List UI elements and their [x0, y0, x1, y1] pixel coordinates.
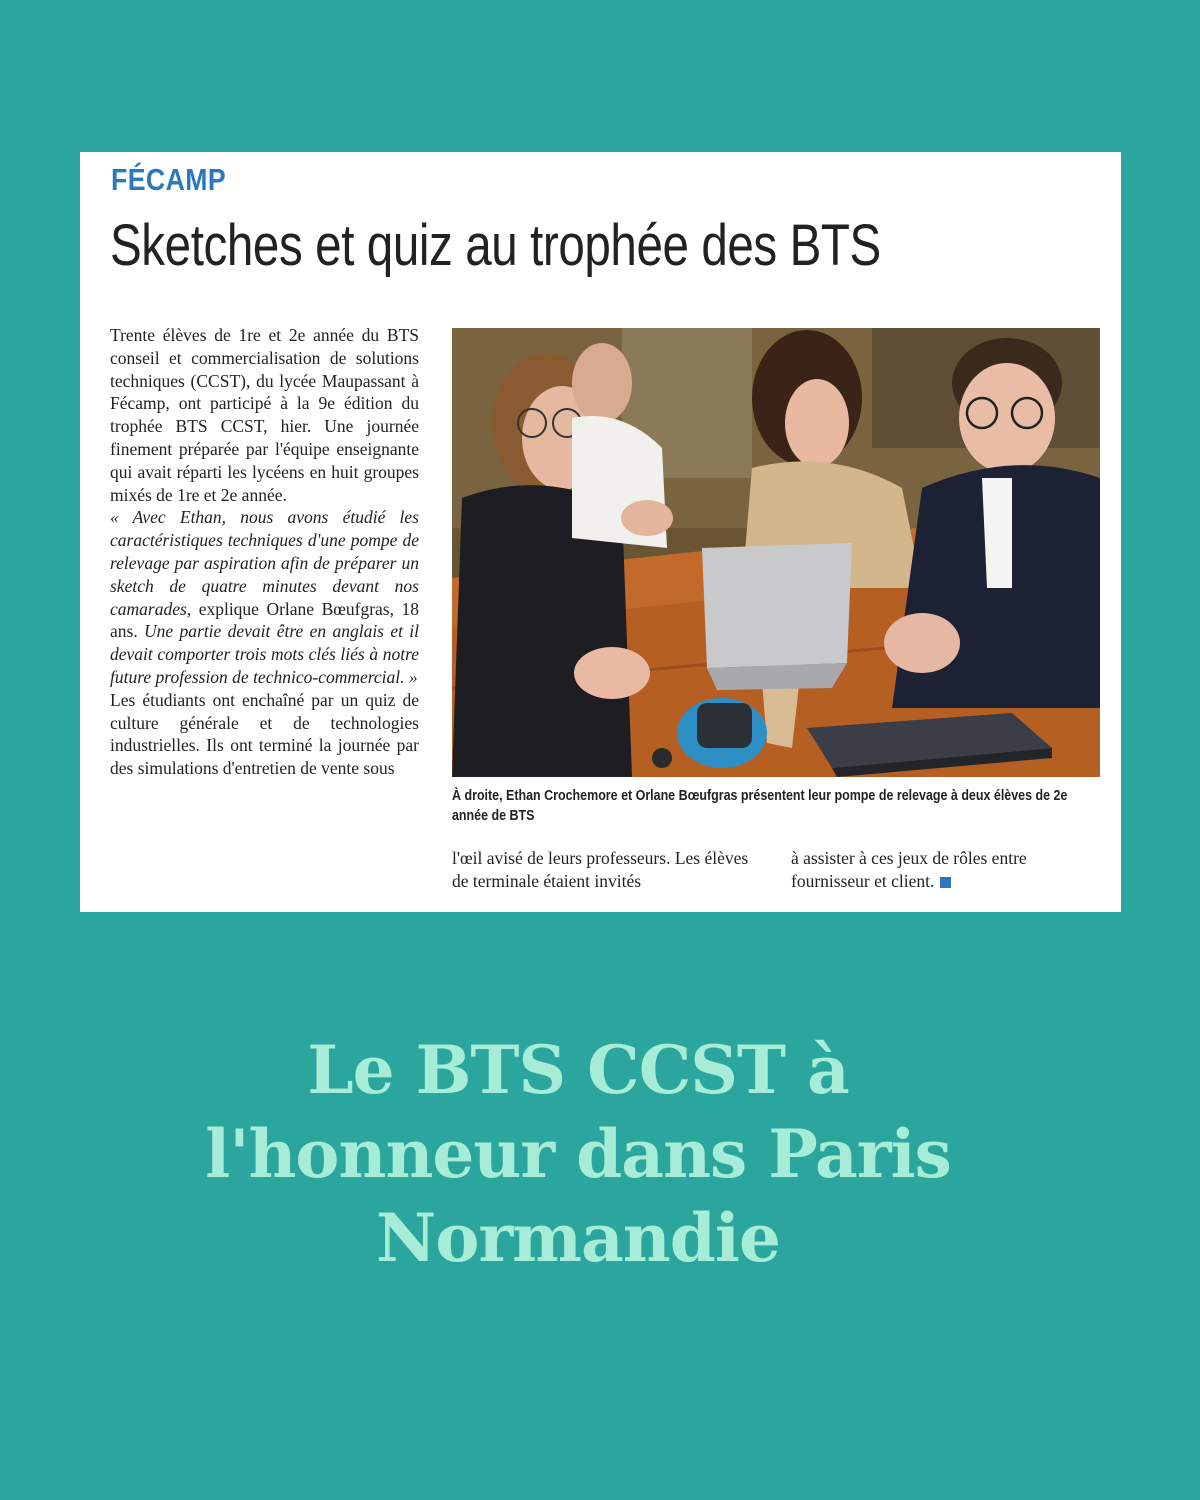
- photo-caption: À droite, Ethan Crochemore et Orlane Bœufgras présentent leur pompe de relevage à deux élèves de 2e année de BTS: [452, 788, 1068, 824]
- post-title: [0, 1028, 1156, 1280]
- article-photo: [452, 328, 1100, 777]
- quote-part-b: Une partie devait être en anglais et il devait comporter trois mots clés liés à notre future profession de technico-commercial. »: [110, 621, 419, 687]
- post-title-line-1: Le BTS CCST à: [307, 1031, 849, 1109]
- newspaper-clipping: [80, 152, 1121, 912]
- article-quote: [110, 506, 419, 688]
- article-column-3-text: à assister à ces jeux de rôles entre fournisseur et client.: [791, 848, 1027, 891]
- article-column-1: [110, 324, 419, 780]
- article-kicker: FÉCAMP: [111, 162, 227, 197]
- post-title-line-2: l'honneur dans Paris: [205, 1115, 951, 1193]
- end-of-article-mark: [940, 877, 951, 888]
- quote-attribution: explique Orlane Bœufgras, 18 ans.: [110, 598, 420, 642]
- quote-part-a: « Avec Ethan, nous avons étudié les caractéristiques techniques d'une pompe de relevage par aspiration afin de préparer un sketch de quatre minutes devant nos camarades,: [110, 507, 419, 619]
- article-paragraph-intro: Trente élèves de 1re et 2e année du BTS conseil et commercialisation de solutions techniques (CCST), du lycée Maupassant à Fécamp, ont participé à la 9e édition du trophée BTS CCST, hier. Une journée finement préparée par l'équipe enseignante qui avait réparti les lycéens en huit groupes mixés de 1re et 2e année.: [110, 325, 419, 505]
- article-column-2: l'œil avisé de leurs professeurs. Les élèves de terminale étaient invités: [452, 848, 749, 891]
- article-headline: Sketches et quiz au trophée des BTS: [110, 213, 881, 278]
- post-title-line-3: Normandie: [376, 1199, 780, 1277]
- article-column-3: [791, 847, 1109, 893]
- article-paragraph-end: Les étudiants ont enchaîné par un quiz de culture générale et de technologies industrielles. Ils ont terminé la journée par des simulations d'entretien de vente sous: [110, 689, 419, 779]
